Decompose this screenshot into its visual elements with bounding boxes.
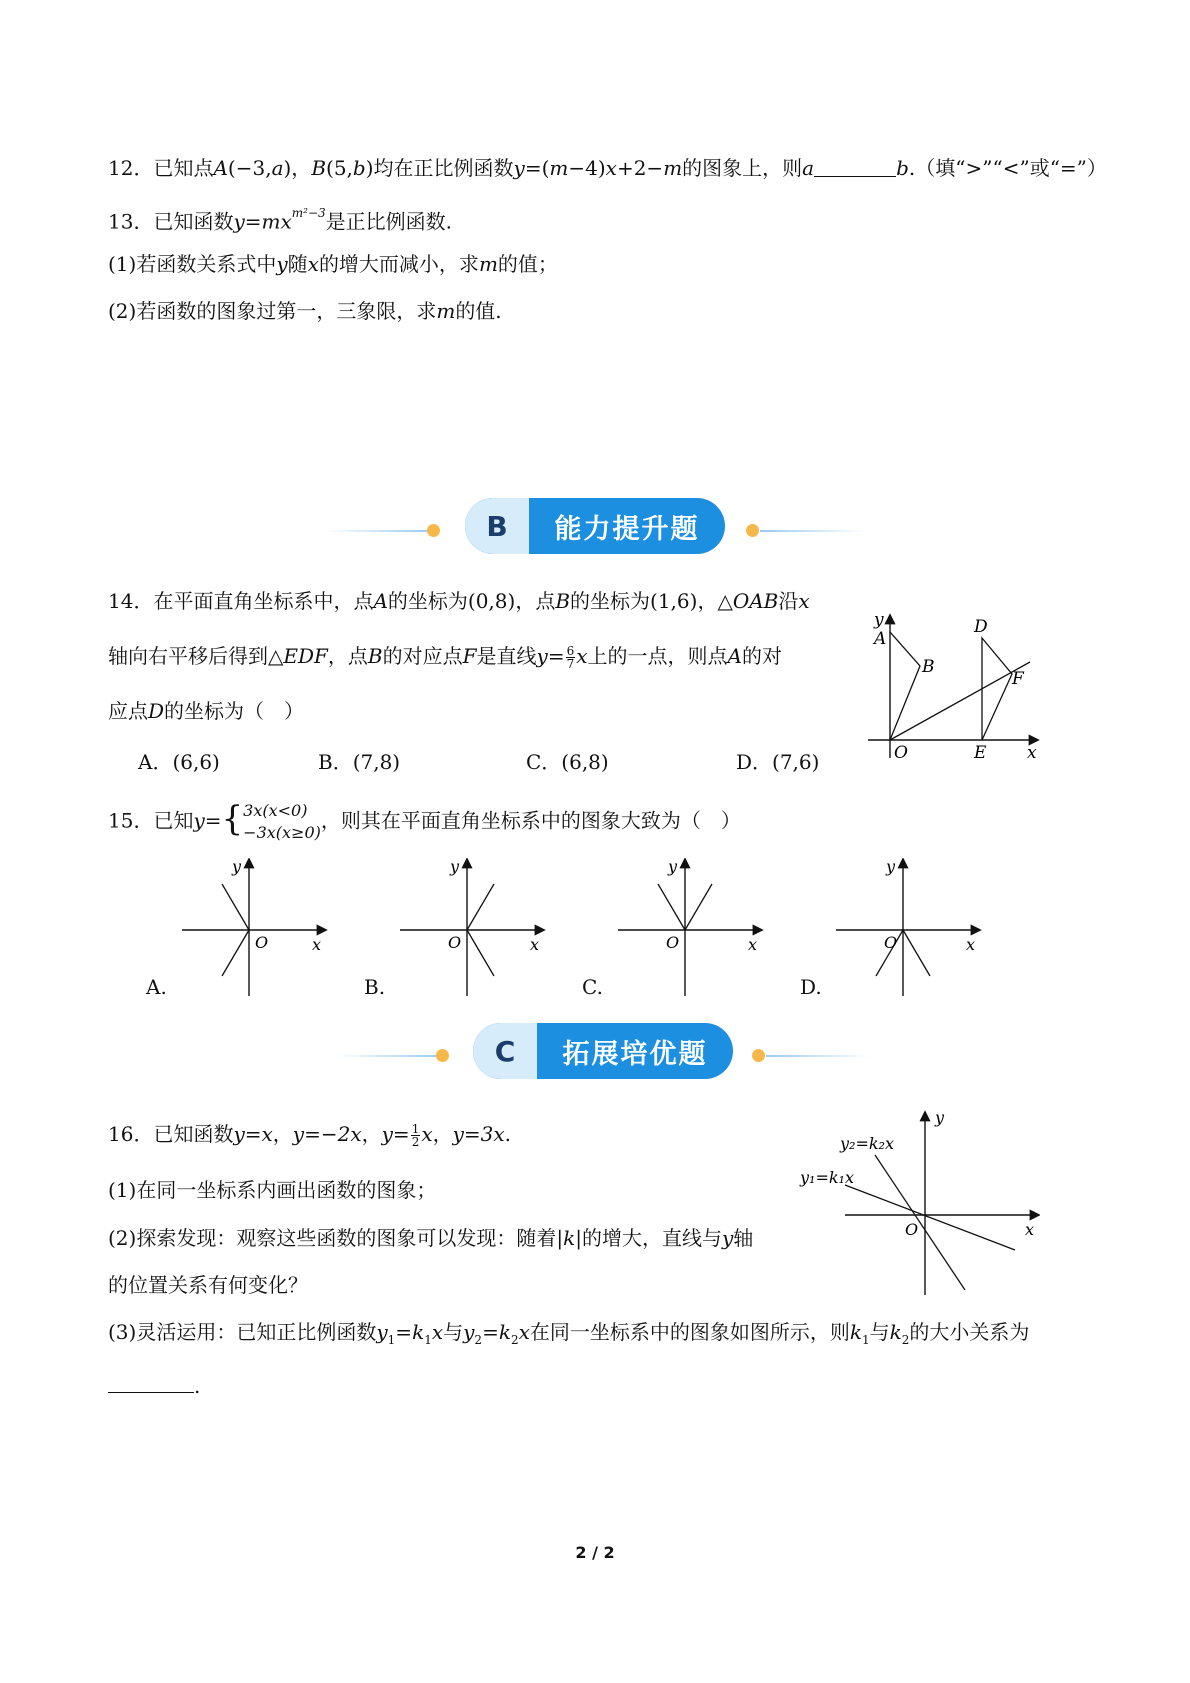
q14-option-b[interactable]: B．(7,8) (318, 750, 401, 774)
graph-b-o: O (448, 933, 462, 952)
q13-line: 13．已知函数$y=mx^{m^2-3}$是正比例函数. (108, 206, 453, 234)
q14-option-c[interactable]: C．(6,8) (526, 750, 609, 774)
banner-b-right-rule (760, 530, 865, 532)
graph-c-line-left (658, 884, 685, 930)
q16-fig-l1: y₁=k₁x (800, 1168, 854, 1187)
q16-fig-o: O (905, 1220, 919, 1239)
fraction-6-7: $\frac{6}{7}$ (566, 644, 575, 671)
q15-option-d[interactable]: D. (800, 975, 822, 999)
graph-b-line-down (467, 930, 494, 976)
graph-c-y: y (668, 858, 678, 876)
graph-d-y: y (886, 858, 896, 876)
section-b-letter: B (465, 498, 529, 554)
q13-part2: (2)若函数的图象过第一，三象限，求m的值. (108, 299, 502, 323)
q15-graph-c (606, 858, 766, 998)
q15-graph-d (824, 858, 984, 998)
banner-c-left-dot (436, 1049, 449, 1062)
q14-figure (862, 608, 1042, 768)
section-c-letter: C (473, 1023, 537, 1079)
q14-fig-e: E (974, 743, 987, 763)
graph-c-o: O (666, 933, 680, 952)
graph-b-x: x (530, 935, 540, 954)
line-y-6-7-x (890, 662, 1030, 740)
graph-c-line-right (685, 884, 712, 930)
q15-graph-b (388, 858, 548, 998)
line-y1-k1x (845, 1185, 1015, 1250)
q16-line1: 16．已知函数y=x，y=−2x，y= $\frac{1}{2}$ x，y=3x. (108, 1122, 512, 1149)
q16-part2: (2)探索发现：观察这些函数的图象可以发现：随着|k|的增大，直线与y轴 (108, 1226, 754, 1250)
section-c-banner (473, 1023, 733, 1079)
q16-part3: (3)灵活运用：已知正比例函数$y_1=k_1x$与$y_2=k_2x$在同一坐标系中的图象如图所示，则$k_1$与$k_2$的大小关系为 (108, 1320, 1030, 1347)
q15-graph-a (170, 858, 330, 998)
graph-b-y: y (450, 858, 460, 876)
graph-d-x: x (966, 935, 976, 954)
q12-line: 12．已知点A(−3,a)，B(5,b)均在正比例函数y=(m−4)x+2−m的图象上，则a b.（填“>”“<”或“=”） (108, 156, 1107, 180)
triangle-oab (890, 632, 920, 740)
section-b-banner (465, 498, 725, 554)
q14-fig-b: B (922, 657, 935, 677)
graph-b-line-right (467, 884, 494, 930)
banner-c-right-dot (752, 1049, 765, 1062)
q14-fig-a: A (874, 629, 887, 649)
q15-option-a[interactable]: A. (146, 975, 167, 999)
q14-option-a[interactable]: A．(6,6) (138, 750, 220, 774)
q14-fig-x: x (1027, 743, 1037, 763)
q14-line1: 14．在平面直角坐标系中，点A的坐标为(0,8)，点B的坐标为(1,6)，△OAB沿x (108, 589, 810, 613)
q15-option-c[interactable]: C. (582, 975, 603, 999)
q16-fig-y: y (935, 1108, 945, 1127)
answer-blank-16[interactable] (108, 1374, 194, 1393)
fraction-1-2: $\frac{1}{2}$ (411, 1122, 420, 1149)
banner-c-left-rule (335, 1055, 440, 1057)
banner-c-right-rule (766, 1055, 871, 1057)
graph-a-y: y (232, 858, 242, 876)
graph-a-o: O (255, 933, 269, 952)
triangle-edf (982, 638, 1012, 740)
line-y2-k2x (875, 1155, 965, 1290)
graph-a-x: x (312, 935, 322, 954)
q16-part2-cont: 的位置关系有何变化？ (108, 1273, 308, 1297)
q14-fig-d: D (974, 617, 988, 637)
q16-part1: (1)在同一坐标系内画出函数的图象； (108, 1178, 437, 1202)
q16-fig-l2: y₂=k₂x (840, 1134, 894, 1153)
q16-answer-line: . (108, 1372, 200, 1400)
q16-figure (790, 1105, 1040, 1305)
graph-d-line-right (903, 930, 930, 976)
q14-option-d[interactable]: D．(7,6) (736, 750, 820, 774)
graph-c-x: x (748, 935, 758, 954)
q14-line2: 轴向右平移后得到△EDF，点B的对应点F是直线y= $\frac{6}{7}$ x上的一点，则点A的对 (108, 644, 782, 671)
banner-b-left-rule (325, 530, 430, 532)
graph-d-o: O (884, 933, 898, 952)
q14-fig-o: O (894, 743, 908, 763)
q13-part1: (1)若函数关系式中y随x的增大而减小，求m的值； (108, 252, 558, 276)
answer-blank[interactable] (814, 158, 896, 177)
page-number: 2 / 2 (575, 1543, 615, 1562)
section-c-title: 拓展培优题 (562, 1038, 708, 1070)
graph-a-line-right (222, 930, 249, 976)
q14-fig-y: y (874, 610, 884, 630)
banner-b-left-dot (427, 524, 440, 537)
section-b-title: 能力提升题 (554, 513, 700, 545)
q14-line3: 应点D的坐标为（ ） (108, 699, 305, 723)
q16-fig-x: x (1025, 1220, 1035, 1239)
graph-a-line-left (222, 884, 249, 930)
q15-line: 15．已知y={ 3x(x<0) −3x(x≥0) ，则其在平面直角坐标系中的图象大致为（ ） (108, 798, 741, 842)
q15-option-b[interactable]: B. (364, 975, 386, 999)
banner-b-right-dot (746, 524, 759, 537)
q14-fig-f: F (1012, 669, 1024, 689)
